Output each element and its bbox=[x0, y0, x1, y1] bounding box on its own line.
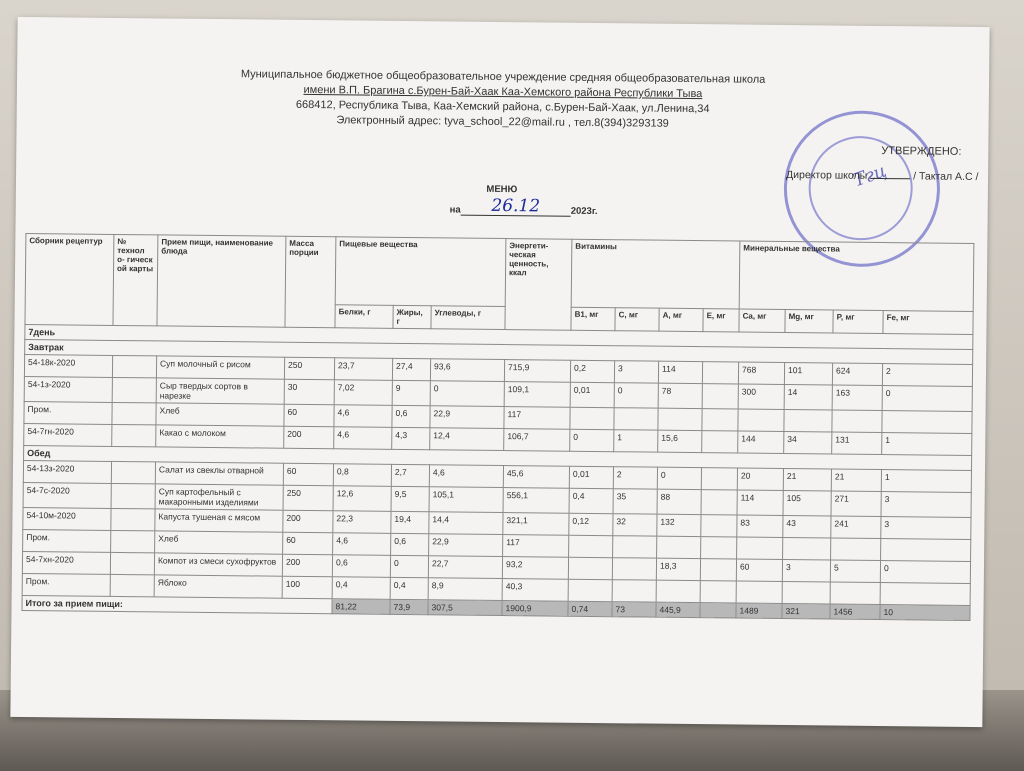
cell-fats: 0 bbox=[390, 555, 428, 577]
cell-p bbox=[831, 538, 881, 561]
cell-mass: 200 bbox=[284, 426, 334, 449]
cell-carbs: 0 bbox=[430, 381, 504, 407]
cell-proteins: 4,6 bbox=[333, 533, 391, 556]
approval-name: / Тактал А.С / bbox=[913, 170, 979, 183]
cell-mass: 250 bbox=[284, 357, 334, 380]
signature-line bbox=[870, 168, 910, 179]
cell-dish-name: Капуста тушеная с мясом bbox=[155, 509, 283, 532]
cell-collection: 54-18к-2020 bbox=[24, 355, 112, 378]
cell-proteins: 12,6 bbox=[333, 486, 391, 512]
cell-e bbox=[701, 515, 737, 537]
header-line-3: 668412, Республика Тыва, Каа-Хемский района, с.Бурен-Бай-Хаак, ул.Ленина,34 bbox=[295, 98, 710, 116]
cell-ca: 300 bbox=[738, 384, 784, 409]
cell-dish-name: Яблоко bbox=[154, 575, 282, 598]
th-p: P, мг bbox=[833, 310, 883, 334]
cell-a: 114 bbox=[658, 361, 702, 383]
th-mg: Mg, мг bbox=[785, 309, 833, 333]
th-minerals: Минеральные вещества bbox=[739, 241, 974, 311]
table-header-row bbox=[25, 234, 974, 312]
cell-proteins: 0,6 bbox=[332, 555, 390, 578]
cell-mg bbox=[783, 537, 831, 560]
th-carbs: Углеводы, г bbox=[431, 306, 505, 330]
header-line-4: Электронный адрес: tyva_school_22@mail.ru , тел.8(394)3293139 bbox=[336, 114, 669, 130]
cell-fats: 19,4 bbox=[391, 511, 429, 533]
day-label: 7день bbox=[25, 325, 973, 350]
menu-date-handwritten: 26.12 bbox=[461, 200, 571, 217]
cell-fats: 9 bbox=[392, 380, 430, 405]
th-nutrients: Пищевые вещества bbox=[335, 237, 506, 307]
th-proteins: Белки, г bbox=[335, 305, 393, 329]
total-p: 1456 bbox=[830, 604, 880, 620]
cell-energy: 106,7 bbox=[504, 429, 570, 452]
cell-e bbox=[702, 384, 738, 409]
cell-b1: 0,2 bbox=[570, 360, 614, 382]
cell-carbs: 93,6 bbox=[430, 359, 504, 382]
cell-ca: 60 bbox=[736, 559, 782, 581]
total-energy: 1900,9 bbox=[502, 601, 568, 617]
cell-p: 131 bbox=[832, 432, 882, 455]
cell-energy: 109,1 bbox=[504, 382, 570, 408]
cell-tech-card bbox=[111, 483, 155, 508]
cell-energy: 117 bbox=[504, 407, 570, 430]
cell-c: 35 bbox=[613, 489, 657, 514]
th-b1: B1, мг bbox=[571, 307, 615, 330]
approval-row bbox=[786, 167, 978, 184]
cell-a: 0 bbox=[657, 467, 701, 489]
cell-carbs: 22,9 bbox=[429, 534, 503, 557]
cell-collection: Пром. bbox=[23, 530, 111, 553]
cell-collection: 54-13з-2020 bbox=[23, 461, 111, 484]
cell-carbs: 12,4 bbox=[430, 428, 504, 451]
cell-collection: 54-7с-2020 bbox=[23, 483, 111, 509]
cell-carbs: 105,1 bbox=[429, 487, 503, 513]
total-e bbox=[700, 603, 736, 618]
cell-p: 5 bbox=[830, 560, 880, 583]
cell-dish-name: Хлеб bbox=[155, 531, 283, 554]
cell-energy: 556,1 bbox=[503, 488, 569, 514]
cell-collection: 54-7гн-2020 bbox=[24, 424, 112, 447]
approval-position: Директор школы bbox=[786, 168, 868, 182]
cell-a bbox=[656, 580, 700, 602]
cell-mg: 101 bbox=[784, 362, 832, 385]
cell-a: 88 bbox=[657, 489, 701, 514]
cell-carbs: 8,9 bbox=[428, 578, 502, 601]
th-tech-card: № технол о- гическ ой карты bbox=[113, 234, 158, 325]
cell-ca: 83 bbox=[737, 515, 783, 537]
cell-fe: 1 bbox=[882, 433, 972, 456]
cell-proteins: 4,6 bbox=[334, 405, 392, 428]
cell-e bbox=[701, 490, 737, 515]
cell-energy: 321,1 bbox=[503, 513, 569, 536]
th-c: C, мг bbox=[615, 308, 659, 331]
cell-ca: 144 bbox=[738, 431, 784, 453]
signature-scribble: Тгц bbox=[850, 160, 890, 192]
cell-e bbox=[701, 468, 737, 490]
cell-e bbox=[700, 559, 736, 581]
cell-ca: 20 bbox=[737, 468, 783, 490]
cell-fats: 2,7 bbox=[391, 464, 429, 486]
cell-mg: 14 bbox=[784, 384, 832, 410]
menu-date-suffix: 2023г. bbox=[570, 205, 598, 218]
cell-p: 163 bbox=[832, 385, 882, 411]
cell-energy: 93,2 bbox=[502, 557, 568, 580]
cell-e bbox=[702, 362, 738, 384]
total-label: Итого за прием пищи: bbox=[22, 596, 332, 614]
th-meal: Прием пищи, наименование блюда bbox=[157, 235, 286, 327]
cell-mg: 105 bbox=[783, 490, 831, 516]
total-ca: 1489 bbox=[736, 603, 782, 618]
cell-e bbox=[700, 581, 736, 603]
cell-tech-card bbox=[112, 424, 156, 446]
cell-b1: 0,01 bbox=[570, 382, 614, 407]
cell-mass: 200 bbox=[282, 554, 332, 577]
header-line-1: Муниципальное бюджетное общеобразовательное учреждение средняя общеобразовательная школа bbox=[240, 68, 766, 86]
menu-table-body bbox=[22, 325, 973, 621]
total-a: 445,9 bbox=[656, 602, 700, 617]
cell-mass: 30 bbox=[284, 379, 334, 405]
cell-dish-name: Сыр твердых сортов в нарезке bbox=[156, 378, 284, 404]
cell-collection: Пром. bbox=[22, 574, 110, 597]
cell-fe bbox=[881, 538, 971, 561]
cell-a bbox=[657, 536, 701, 558]
cell-fe bbox=[882, 411, 972, 434]
cell-fe: 0 bbox=[880, 560, 970, 583]
cell-dish-name: Какао с молоком bbox=[156, 425, 284, 448]
cell-c: 0 bbox=[614, 383, 658, 408]
cell-b1 bbox=[568, 579, 612, 601]
cell-dish-name: Компот из смеси сухофруктов bbox=[154, 553, 282, 576]
cell-fats: 0,6 bbox=[391, 533, 429, 555]
cell-mass: 60 bbox=[283, 463, 333, 486]
cell-p: 21 bbox=[831, 469, 881, 492]
th-energy: Энергети- ческая ценность, ккал bbox=[505, 239, 572, 331]
cell-proteins: 23,7 bbox=[334, 358, 392, 381]
cell-tech-card bbox=[111, 461, 155, 483]
cell-ca: 768 bbox=[738, 362, 784, 384]
cell-b1 bbox=[568, 557, 612, 579]
cell-e bbox=[702, 409, 738, 431]
cell-tech-card bbox=[111, 508, 155, 530]
cell-energy: 45,6 bbox=[503, 466, 569, 489]
cell-fe: 1 bbox=[881, 470, 971, 493]
menu-title: МЕНЮ bbox=[486, 183, 518, 196]
th-vitamins: Витамины bbox=[571, 239, 740, 309]
cell-mg: 43 bbox=[783, 515, 831, 538]
cell-ca bbox=[737, 537, 783, 559]
cell-c: 32 bbox=[613, 514, 657, 536]
cell-mass: 100 bbox=[282, 576, 332, 599]
total-b1: 0,74 bbox=[568, 601, 612, 616]
cell-tech-card bbox=[110, 552, 154, 574]
cell-tech-card bbox=[112, 355, 156, 377]
total-carbs: 307,5 bbox=[428, 600, 502, 616]
cell-mg: 34 bbox=[784, 431, 832, 454]
th-ca: Ca, мг bbox=[739, 309, 785, 332]
cell-b1: 0 bbox=[570, 429, 614, 451]
cell-c bbox=[613, 536, 657, 558]
cell-fe: 3 bbox=[881, 491, 971, 517]
cell-c: 2 bbox=[613, 467, 657, 489]
cell-mass: 250 bbox=[283, 485, 333, 511]
cell-tech-card bbox=[110, 574, 154, 596]
total-mg: 321 bbox=[782, 603, 830, 619]
cell-mass: 60 bbox=[283, 532, 333, 555]
cell-a: 78 bbox=[658, 383, 702, 408]
cell-p: 624 bbox=[832, 363, 882, 386]
cell-energy: 715,9 bbox=[504, 360, 570, 383]
cell-p bbox=[830, 582, 880, 605]
cell-ca: 114 bbox=[737, 490, 783, 515]
cell-energy: 40,3 bbox=[502, 579, 568, 602]
cell-p bbox=[832, 410, 882, 433]
cell-c: 1 bbox=[614, 430, 658, 452]
cell-b1: 0,01 bbox=[569, 466, 613, 488]
cell-c bbox=[612, 580, 656, 602]
cell-mg: 21 bbox=[783, 468, 831, 491]
cell-ca bbox=[738, 409, 784, 431]
cell-carbs: 4,6 bbox=[429, 465, 503, 488]
cell-proteins: 4,6 bbox=[334, 427, 392, 450]
cell-fe: 2 bbox=[882, 364, 972, 387]
cell-carbs: 22,9 bbox=[430, 406, 504, 429]
cell-fe: 3 bbox=[881, 516, 971, 539]
cell-fats: 4,3 bbox=[392, 427, 430, 449]
th-e: E, мг bbox=[703, 309, 739, 332]
total-proteins: 81,22 bbox=[332, 599, 390, 615]
total-c: 73 bbox=[612, 602, 656, 617]
cell-mass: 200 bbox=[283, 510, 333, 533]
cell-mass: 60 bbox=[284, 404, 334, 427]
cell-carbs: 22,7 bbox=[428, 556, 502, 579]
cell-tech-card bbox=[111, 530, 155, 552]
cell-fats: 9,5 bbox=[391, 486, 429, 511]
cell-e bbox=[701, 537, 737, 559]
cell-c bbox=[614, 408, 658, 430]
breakfast-label: Завтрак bbox=[25, 340, 973, 365]
cell-dish-name: Хлеб bbox=[156, 403, 284, 426]
cell-mg: 3 bbox=[782, 559, 830, 582]
cell-dish-name: Суп молочный с рисом bbox=[156, 356, 284, 379]
th-mass: Масса порции bbox=[285, 236, 336, 328]
cell-p: 241 bbox=[831, 516, 881, 539]
lunch-label: Обед bbox=[24, 446, 972, 471]
cell-energy: 117 bbox=[503, 535, 569, 558]
menu-document bbox=[10, 17, 989, 727]
cell-collection: 54-10м-2020 bbox=[23, 508, 111, 531]
cell-c bbox=[612, 558, 656, 580]
cell-collection: 54-7хн-2020 bbox=[22, 552, 110, 575]
cell-b1: 0,4 bbox=[569, 488, 613, 513]
approval-title: УТВЕРЖДЕНО: bbox=[881, 144, 962, 158]
cell-p: 271 bbox=[831, 491, 881, 517]
th-collection: Сборник рецептур bbox=[25, 234, 114, 326]
cell-ca bbox=[736, 581, 782, 603]
cell-a: 15,6 bbox=[658, 430, 702, 452]
cell-tech-card bbox=[112, 377, 156, 402]
total-fats: 73,9 bbox=[390, 599, 428, 614]
menu-date-prefix: на bbox=[449, 204, 461, 216]
cell-mg bbox=[784, 409, 832, 432]
cell-collection: Пром. bbox=[24, 402, 112, 425]
cell-fe: 0 bbox=[882, 386, 972, 412]
cell-fats: 0,4 bbox=[390, 577, 428, 599]
cell-proteins: 7,02 bbox=[334, 380, 392, 406]
cell-fats: 0,6 bbox=[392, 405, 430, 427]
cell-b1 bbox=[569, 535, 613, 557]
cell-mg bbox=[782, 581, 830, 604]
cell-a bbox=[658, 408, 702, 430]
cell-carbs: 14,4 bbox=[429, 512, 503, 535]
cell-proteins: 22,3 bbox=[333, 511, 391, 534]
menu-table bbox=[21, 233, 974, 621]
th-fe: Fe, мг bbox=[883, 311, 973, 335]
menu-date bbox=[449, 195, 598, 218]
cell-tech-card bbox=[112, 402, 156, 424]
total-fe: 10 bbox=[880, 604, 970, 620]
cell-fats: 27,4 bbox=[392, 358, 430, 380]
cell-proteins: 0,4 bbox=[332, 577, 390, 600]
th-a: A, мг bbox=[659, 308, 703, 331]
cell-fe bbox=[880, 582, 970, 605]
cell-dish-name: Суп картофельный с макаронными изделиями bbox=[155, 484, 283, 510]
cell-c: 3 bbox=[614, 361, 658, 383]
cell-a: 132 bbox=[657, 514, 701, 536]
cell-b1: 0,12 bbox=[569, 513, 613, 535]
cell-collection: 54-1з-2020 bbox=[24, 377, 112, 403]
cell-dish-name: Салат из свеклы отварной bbox=[155, 462, 283, 485]
header-line-2: имени В.П. Брагина с.Бурен-Бай-Хаак Каа-Хемского района Республики Тыва bbox=[303, 83, 703, 101]
cell-a: 18,3 bbox=[656, 558, 700, 580]
cell-b1 bbox=[570, 407, 614, 429]
th-fats: Жиры, г bbox=[393, 305, 431, 328]
cell-proteins: 0,8 bbox=[333, 464, 391, 487]
cell-e bbox=[702, 431, 738, 453]
